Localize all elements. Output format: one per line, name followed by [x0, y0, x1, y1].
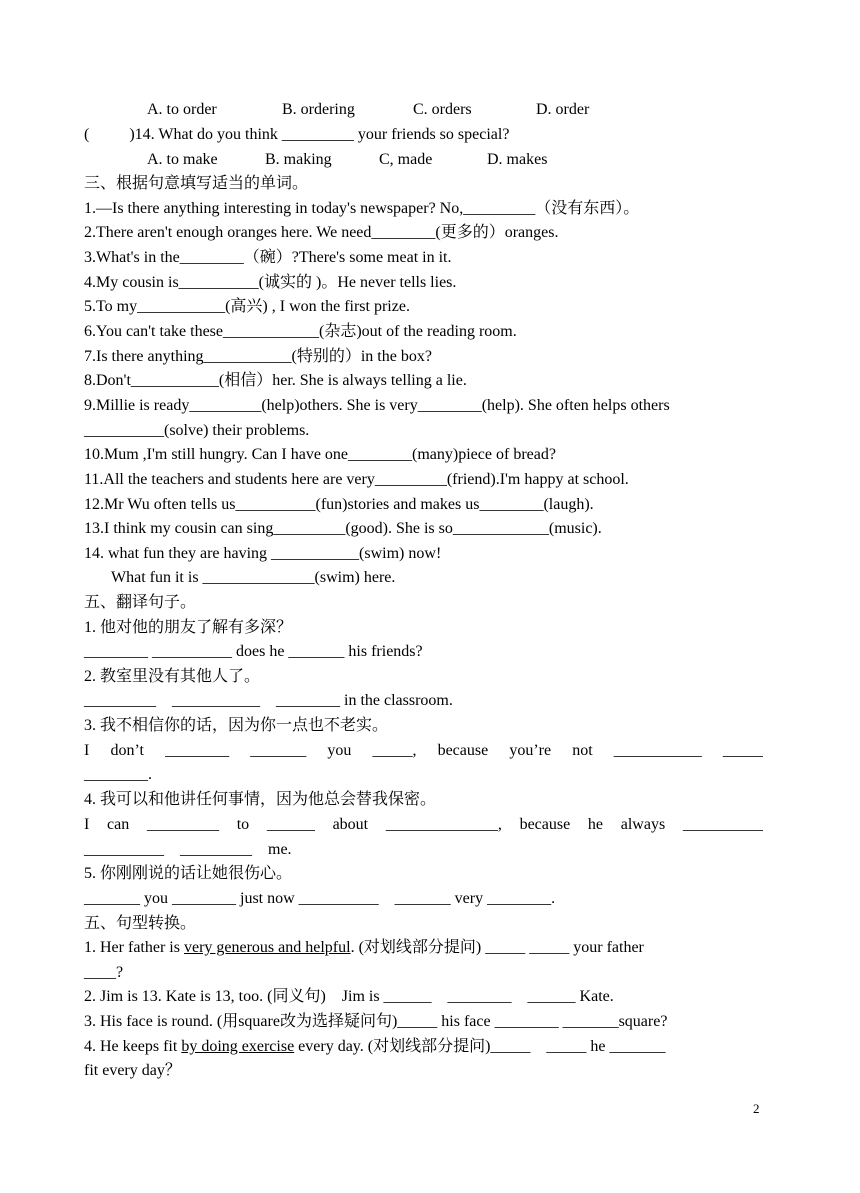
translate-en: _______ you ________ just now __________ _______ very ________.	[84, 890, 556, 907]
blank: ______________,	[385, 816, 502, 833]
word: don’t	[110, 742, 144, 759]
fill-item: 12.Mr Wu often tells us__________(fun)stories and makes us________(laugh).	[84, 496, 594, 513]
fill-item: 11.All the teachers and students here are very_________(friend).I'm happy at school.	[84, 471, 629, 488]
blank: _____	[722, 742, 763, 759]
word: I	[84, 742, 90, 759]
translate-cn: 3. 我不相信你的话，因为你一点也不老实。	[84, 717, 389, 734]
text: 4. He keeps fit	[84, 1038, 182, 1055]
blank: _______	[250, 742, 307, 759]
q13-options	[147, 100, 590, 120]
q14-option-b: B. making	[265, 151, 332, 168]
text: 1. Her father is	[84, 939, 184, 956]
q13-option-b: B. ordering	[282, 101, 355, 118]
word: because	[519, 816, 571, 833]
translate-cn: 2. 教室里没有其他人了。	[84, 668, 261, 685]
blank: __________	[682, 816, 763, 833]
fill-item: 8.Don't___________(相信）her. She is always telling a lie.	[84, 372, 467, 389]
transform-item	[84, 938, 763, 958]
q13-option-c: C. orders	[413, 101, 472, 118]
section3-title: 三、根据句意填写适当的单词。	[84, 175, 309, 192]
fill-item: 6.You can't take these____________(杂志)out of the reading room.	[84, 323, 517, 340]
q14-option-d: D. makes	[487, 151, 548, 168]
word: because	[437, 742, 489, 759]
fill-item: 13.I think my cousin can sing_________(good). She is so____________(music).	[84, 520, 602, 537]
fill-item: 7.Is there anything___________(特别的）in the box?	[84, 348, 432, 365]
fill-item: 3.What's in the________（碗）?There's some meat in it.	[84, 249, 452, 266]
underlined-phrase: very generous and helpful	[183, 939, 351, 956]
fill-item: 2.There aren't enough oranges here. We need________(更多的）oranges.	[84, 224, 559, 241]
translate-en-justified	[84, 741, 763, 761]
translate-en: ________ __________ does he _______ his friends?	[84, 643, 423, 660]
q14-stem: 14. What do you think _________ your friends so special?	[134, 126, 510, 143]
section5-transform-title: 五、句型转换。	[84, 915, 197, 932]
fill-item: 1.—Is there anything interesting in today's newspaper? No,_________（没有东西）。	[84, 200, 640, 217]
fill-item-continuation: __________(solve) their problems.	[84, 422, 310, 439]
word: you’re	[509, 742, 552, 759]
translate-cn: 1. 他对他的朋友了解有多深？	[84, 619, 293, 636]
fill-item: 9.Millie is ready_________(help)others. She is very________(help). She often helps others	[84, 397, 670, 414]
answer-bracket: ( )	[84, 126, 135, 143]
word: you	[327, 742, 352, 759]
translate-en-continuation: ________.	[84, 766, 152, 783]
q14-option-a: A. to make	[147, 151, 218, 168]
translate-cn: 5. 你刚刚说的话让她很伤心。	[84, 865, 293, 882]
fill-item: 10.Mum ,I'm still hungry. Can I have one________(many)piece of bread?	[84, 446, 556, 463]
text: . (对划线部分提问) _____ _____ your father	[350, 939, 644, 956]
translate-en: _________ ___________ ________ in the classroom.	[84, 692, 453, 709]
q14-options	[147, 150, 548, 170]
fill-item-sub: What fun it is ______________(swim) here.	[111, 569, 396, 586]
translate-cn: 4. 我可以和他讲任何事情，因为他总会替我保密。	[84, 791, 437, 808]
word: always	[620, 816, 666, 833]
blank: _____,	[372, 742, 417, 759]
fill-item: 14. what fun they are having ___________(swim) now!	[84, 545, 442, 562]
text: every day. (对划线部分提问)_____ _____ he _______	[294, 1038, 666, 1055]
word: not	[572, 742, 593, 759]
fill-item: 5.To my___________(高兴) , I won the first prize.	[84, 298, 410, 315]
q13-option-d: D. order	[536, 101, 590, 118]
translate-en-continuation: __________ _________ me.	[84, 841, 292, 858]
underlined-phrase: by doing exercise	[181, 1038, 295, 1055]
transform-item	[84, 1037, 666, 1057]
transform-item-continuation: fit every day？	[84, 1062, 181, 1079]
word: I	[84, 816, 90, 833]
word: about	[332, 816, 369, 833]
word: can	[107, 816, 130, 833]
q13-option-a: A. to order	[147, 101, 217, 118]
translate-en-justified	[84, 815, 763, 835]
word: to	[236, 816, 250, 833]
page-number: 2	[753, 1101, 760, 1116]
transform-item: 3. His face is round. (用square改为选择疑问句)_____ his face ________ _______square?	[84, 1013, 668, 1030]
blank: _________	[146, 816, 219, 833]
blank: ___________	[613, 742, 702, 759]
fill-item: 4.My cousin is__________(诚实的 )。He never tells lies.	[84, 274, 457, 291]
transform-item: 2. Jim is 13. Kate is 13, too. (同义句) Jim is ______ ________ ______ Kate.	[84, 988, 614, 1005]
section5-translate-title: 五、翻译句子。	[84, 594, 197, 611]
word: he	[587, 816, 604, 833]
q14-line	[84, 125, 509, 145]
q14-option-c: C, made	[379, 151, 433, 168]
blank: ________	[165, 742, 230, 759]
transform-item-continuation: ____?	[84, 964, 124, 981]
blank: ______	[266, 816, 315, 833]
